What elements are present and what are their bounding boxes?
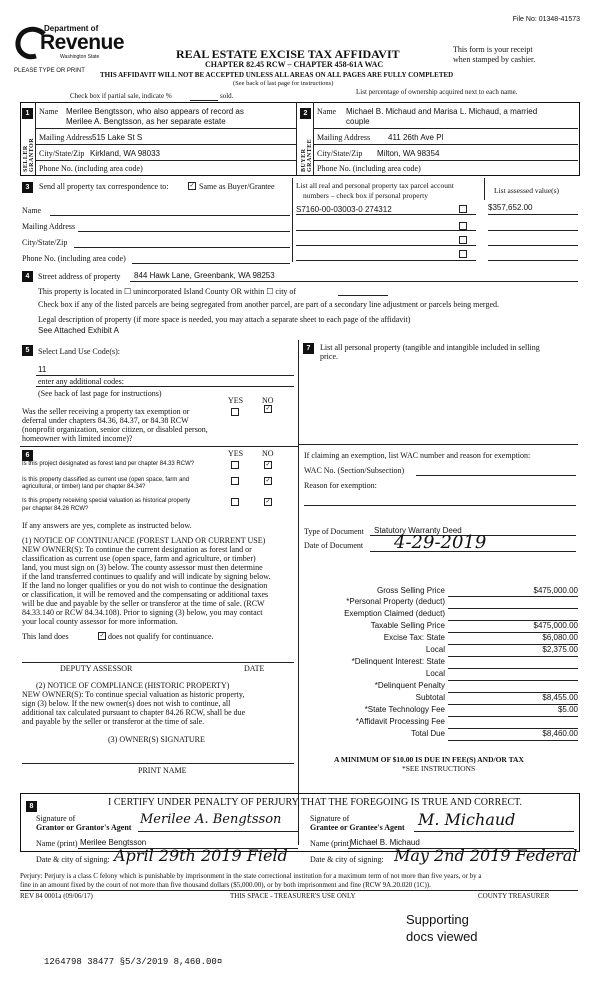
assessed-header: List assessed value(s): [494, 186, 559, 195]
calc-label: Subtotal: [415, 693, 445, 702]
seller-label-divider: [35, 102, 36, 176]
file-number: File No: 01348-41573: [512, 16, 580, 23]
sec3-name-line[interactable]: [50, 215, 290, 216]
minimum-due: A MINIMUM OF $10.00 IS DUE IN FEE(S) AND/OR TAX: [334, 755, 524, 764]
buyer-name[interactable]: Michael B. Michaud and Marisa L. Michaud, a married: [346, 107, 538, 116]
rule: [314, 160, 578, 161]
wac-label: WAC No. (Section/Subsection): [304, 466, 405, 475]
grantee-signature[interactable]: M. Michaud: [418, 810, 516, 829]
seller-side-label: SELLER GRANTOR: [23, 137, 35, 172]
rule: [414, 831, 574, 832]
rule: [36, 386, 294, 387]
rule: [448, 740, 578, 741]
legal-description[interactable]: See Attached Exhibit A: [38, 326, 119, 335]
please-type: PLEASE TYPE OR PRINT: [14, 68, 85, 74]
historic-q-1: Is this property receiving special valuation as historical property: [22, 498, 191, 504]
does-not-checkbox[interactable]: ✓: [99, 633, 105, 639]
assessed-value[interactable]: $357,652.00: [488, 203, 533, 212]
notice1-line: or classification, it will be removed and the compensating or additional taxes: [22, 590, 269, 599]
exemption-no-checkbox[interactable]: ✓: [265, 406, 271, 412]
calc-label: *State Technology Fee: [364, 705, 445, 714]
calc-label: Taxable Selling Price: [370, 621, 445, 630]
rule: [448, 704, 578, 705]
rule: [448, 692, 578, 693]
sec5-yes: YES: [228, 396, 244, 405]
notice1-line: if the land transferred continues to qualify and will indicate by signing below.: [22, 572, 271, 581]
percentage-note: List percentage of ownership acquired next to each name.: [356, 88, 518, 96]
rule: [20, 446, 298, 447]
seller-city-label: City/State/Zip: [39, 149, 85, 158]
perjury-2: fine in an amount fixed by the court of not more than five thousand dollars ($5,000.00), or by both imprisonment and fine (RCW 9A.20.020 (1C)).: [20, 881, 431, 889]
treasurer-use: THIS SPACE - TREASURER'S USE ONLY: [230, 892, 356, 900]
form-number: REV 84 0001a (09/06/17): [20, 892, 93, 900]
buyer-phone-label: Phone No. (including area code): [317, 164, 421, 173]
rule: [448, 596, 578, 597]
rule: [296, 260, 476, 261]
does-not-text: does not qualify for continuance.: [108, 632, 214, 641]
doc-date[interactable]: 4-29-2019: [394, 532, 487, 553]
grantor-name-label: Name (print): [36, 839, 78, 848]
grantor-sig-label-2: Grantor or Grantor's Agent: [36, 823, 132, 832]
land-use-label: Select Land Use Code(s):: [38, 347, 120, 356]
notice2-line: and payable by the seller or transferor at the time of sale.: [22, 717, 205, 726]
send-correspondence-label: Send all property tax correspondence to:: [39, 182, 169, 191]
notice2-line: additional tax calculated pursuant to chapter 84.26 RCW, shall be due: [22, 708, 246, 717]
rule: [314, 144, 578, 145]
doc-type[interactable]: Statutory Warranty Deed: [374, 526, 462, 535]
county-treasurer: COUNTY TREASURER: [478, 892, 550, 900]
rule: [488, 245, 578, 246]
sold-label: sold.: [220, 92, 234, 100]
notice1-line: 84.33.140 or RCW 84.34.108). Prior to signing (3) below, you may contact: [22, 608, 263, 617]
exemption-q-1: Was the seller receiving a property tax exemption or: [22, 407, 190, 416]
calc-label: Exemption Claimed (deduct): [344, 609, 445, 618]
doc-date-label: Date of Document: [304, 541, 364, 550]
sec3-phone-label: Phone No. (including area code): [22, 254, 126, 263]
partial-sale-line[interactable]: [190, 100, 218, 101]
receipt-note-2: when stamped by cashier.: [453, 55, 536, 64]
section-2-badge: 2: [300, 108, 311, 119]
rule: [298, 444, 578, 445]
additional-codes-label: enter any additional codes:: [38, 377, 124, 386]
grantor-date[interactable]: April 29th 2019 Field: [114, 846, 288, 865]
forest-yes-checkbox[interactable]: [231, 461, 239, 469]
grantor-sig-label-1: Signature of: [36, 814, 76, 823]
grantee-name-label: Name (print): [310, 839, 352, 848]
rule: [314, 128, 578, 129]
seller-phone-label: Phone No. (including area code): [39, 164, 143, 173]
rule: [488, 214, 578, 215]
personal-property-checkbox-1[interactable]: [459, 205, 467, 213]
notice2-line: (2) NOTICE OF COMPLIANCE (HISTORIC PROPERTY): [36, 681, 230, 690]
seller-city[interactable]: Kirkland, WA 98033: [90, 149, 160, 158]
current-use-q-1: Is this property classified as current use (open space, farm and: [22, 477, 190, 483]
grantee-sig-label-1: Signature of: [310, 814, 350, 823]
personal-property-label-1: List all personal property (tangible and intangible included in selling: [320, 343, 540, 352]
buyer-name-2[interactable]: couple: [346, 117, 370, 126]
exemption-q-2: deferral under chapters 84.36, 84.37, or 84.38 RCW: [22, 416, 189, 425]
assessed-divider: [484, 178, 485, 200]
notice1-line: NEW OWNER(S): To continue the current designation as forest land or: [22, 545, 252, 554]
owner-signature-line[interactable]: [22, 763, 294, 764]
form-title: REAL ESTATE EXCISE TAX AFFIDAVIT: [176, 47, 400, 61]
notice2-line: NEW OWNER(S): To continue special valuation as historic property,: [22, 690, 245, 699]
parcel-number[interactable]: S7160-00-03003-0 274312: [296, 205, 392, 214]
see-instructions: *SEE INSTRUCTIONS: [402, 764, 476, 773]
middle-divider: [298, 340, 299, 845]
doc-type-label: Type of Document: [304, 527, 364, 536]
historic-yes-checkbox[interactable]: [231, 498, 239, 506]
section-7-badge: 7: [303, 343, 314, 354]
calc-label: *Delinquent Penalty: [374, 681, 445, 690]
certify-text: I CERTIFY UNDER PENALTY OF PERJURY THAT THE FOREGOING IS TRUE AND CORRECT.: [108, 797, 522, 808]
segregated-text: Check box if any of the listed parcels are being segregated from another parcel, are part of a secondary line adjustment or parcels being merged.: [38, 300, 499, 309]
land-use-code[interactable]: 11: [38, 365, 47, 374]
calc-label: Total Due: [411, 729, 445, 738]
buyer-mailing-label: Mailing Address: [317, 133, 371, 142]
deputy-assessor-line[interactable]: [22, 662, 294, 663]
rule: [488, 230, 578, 231]
rule: [448, 716, 578, 717]
cashier-stamp: 1264798 38477 §5/3/2019 8,460.00¤: [44, 957, 223, 967]
logo-brand: Revenue: [40, 31, 125, 54]
seller-mailing[interactable]: 515 Lake St S: [92, 133, 143, 142]
sec6-no: NO: [262, 449, 274, 458]
exemption-yes-checkbox[interactable]: [231, 408, 239, 416]
buyer-name-label: Name: [317, 107, 337, 116]
seller-mailing-label: Mailing Address: [39, 133, 93, 142]
notice1-line: your local county assessor for more information.: [22, 617, 178, 626]
buyer-side-label: BUYER GRANTEE: [301, 138, 313, 172]
this-land-text: This land does: [22, 632, 69, 641]
section-3-badge: 3: [22, 182, 33, 193]
city-of-line[interactable]: [338, 295, 388, 296]
partial-sale-label: Check box if partial sale, indicate %: [70, 92, 172, 100]
street-address-label: Street address of property: [38, 272, 121, 281]
sec3-mailing-line[interactable]: [78, 231, 290, 232]
logo-state: Washington State: [60, 54, 100, 60]
supporting-note-2: docs viewed: [406, 929, 478, 944]
buyer-city[interactable]: Milton, WA 98354: [377, 149, 440, 158]
parcel-header-1: List all real and personal property tax parcel account: [296, 181, 454, 190]
notice1-line: (1) NOTICE OF CONTINUANCE (FOREST LAND OR CURRENT USE): [22, 536, 266, 545]
grantor-signature[interactable]: Merilee A. Bengtsson: [140, 812, 282, 827]
rule: [448, 656, 578, 657]
rule: [36, 160, 296, 161]
seller-name-label: Name: [39, 107, 59, 116]
same-as-buyer-label: Same as Buyer/Grantee: [199, 182, 275, 191]
rule: [296, 245, 476, 246]
grantee-sig-label-2: Grantee or Grantee's Agent: [310, 823, 405, 832]
calc-label: Gross Selling Price: [376, 586, 445, 595]
calc-value[interactable]: $5.00: [557, 705, 578, 714]
sec3-phone-line[interactable]: [132, 263, 290, 264]
calc-label: *Personal Property (deduct): [346, 597, 445, 606]
notice1-line: If the land no longer qualifies or you do not wish to continue the designation: [22, 581, 268, 590]
rule: [488, 260, 578, 261]
sec3-divider: [292, 178, 293, 262]
rule: [36, 375, 294, 376]
rule: [296, 214, 476, 215]
grantee-name[interactable]: Michael B. Michaud: [350, 838, 420, 847]
section-4-badge: 4: [22, 271, 33, 282]
exemption-q-3: (nonprofit organization, senior citizen, or disabled person,: [22, 425, 208, 434]
current-use-q-2: agricultural, or timber) land per chapter 84.34?: [22, 484, 146, 490]
seller-name-2[interactable]: Merilee A. Bengtsson, as her separate estate: [66, 117, 226, 126]
rule: [20, 890, 578, 891]
owner-signature-label: (3) OWNER(S) SIGNATURE: [108, 735, 205, 744]
seller-buyer-divider: [296, 102, 297, 176]
personal-property-label-2: price.: [320, 352, 338, 361]
form-subtitle: CHAPTER 82.45 RCW – CHAPTER 458-61A WAC: [205, 60, 384, 69]
sec3-mailing-label: Mailing Address: [22, 222, 76, 231]
rule: [296, 230, 476, 231]
legal-description-label: Legal description of property (if more space is needed, you may attach a separate sheet to each page of the affidavit): [38, 315, 411, 324]
notice2-line: sign (3) below. If the new owner(s) does not wish to continue, all: [22, 699, 231, 708]
personal-property-checkbox-2[interactable]: [459, 222, 467, 230]
calc-label: Local: [425, 669, 445, 678]
street-address[interactable]: 844 Hawk Lane, Greenbank, WA 98253: [134, 271, 275, 280]
buyer-mailing[interactable]: 411 26th Ave Pl: [388, 133, 444, 142]
personal-property-checkbox-3[interactable]: [459, 236, 467, 244]
logo-line1: Department of: [44, 24, 99, 33]
notice1-line: will be due and payable by the seller or transferor at the time of sale. (RCW: [22, 599, 265, 608]
same-as-buyer-checkbox[interactable]: ✓: [189, 183, 195, 189]
calc-label: *Delinquent Interest: State: [351, 657, 445, 666]
supporting-note-1: Supporting: [406, 912, 469, 927]
calc-value[interactable]: $8,455.00: [542, 693, 578, 702]
historic-no-checkbox[interactable]: ✓: [265, 499, 271, 505]
warning: THIS AFFIDAVIT WILL NOT BE ACCEPTED UNLESS ALL AREAS ON ALL PAGES ARE FULLY COMPLETED: [100, 71, 454, 79]
rule: [448, 644, 578, 645]
current-use-yes-checkbox[interactable]: [231, 477, 239, 485]
grantor-date-label: Date & city of signing:: [36, 855, 110, 864]
calc-label: *Affidavit Processing Fee: [355, 717, 445, 726]
forest-no-checkbox[interactable]: ✓: [265, 462, 271, 468]
rule: [370, 551, 576, 552]
sec5-no: NO: [262, 396, 274, 405]
rule: [448, 632, 578, 633]
exemption-claim-label: If claiming an exemption, list WAC number and reason for exemption:: [304, 451, 531, 460]
calc-label: Local: [425, 645, 445, 654]
historic-q-2: per chapter 84.26 RCW?: [22, 506, 89, 512]
section-8-badge: 8: [26, 801, 37, 812]
forest-land-q: Is this project designated as forest land per chapter 84.33 RCW?: [22, 461, 195, 467]
buyer-city-label: City/State/Zip: [317, 149, 363, 158]
rule: [138, 831, 298, 832]
sec3-name-label: Name: [22, 206, 42, 215]
rule: [448, 728, 578, 729]
grantor-name[interactable]: Merilee Bengtsson: [80, 838, 147, 847]
calc-value[interactable]: $2,375.00: [542, 645, 578, 654]
buyer-label-divider: [313, 102, 314, 176]
rule: [448, 680, 578, 681]
see-back: (See back of last page for instructions): [233, 80, 334, 87]
calc-value[interactable]: $6,080.00: [542, 633, 578, 642]
sec5-see-back: (See back of last page for instructions): [38, 389, 162, 398]
wac-line[interactable]: [416, 475, 576, 476]
dor-logo: [14, 24, 124, 68]
notice1-line: classification as current use (open space, farm and agriculture, or timber): [22, 554, 256, 563]
receipt-note-1: This form is your receipt: [453, 45, 533, 54]
calc-label: Excise Tax: State: [383, 633, 445, 642]
perjury-1: Perjury: Perjury is a class C felony which is punishable by imprisonment in the state correctional institution for a maximum term of not more than five years, or by a: [20, 872, 482, 880]
located-text: This property is located in ☐ unincorporated Island County OR within ☐ city of: [38, 287, 297, 296]
section-5-badge: 5: [22, 345, 33, 356]
date-label: DATE: [244, 664, 265, 673]
seller-name[interactable]: Merilee Bengtsson, who also appears of record as: [66, 107, 244, 116]
notice1-line: land, you must sign on (3) below. The county assessor must then determine: [22, 563, 263, 572]
reason-line[interactable]: [304, 505, 576, 506]
personal-property-checkbox-4[interactable]: [459, 250, 467, 258]
sec6-yes: YES: [228, 449, 244, 458]
grantee-date-label: Date & city of signing:: [310, 855, 384, 864]
exemption-q-4: homeowner with limited income)?: [22, 434, 133, 443]
rule: [36, 128, 296, 129]
grantee-date[interactable]: May 2nd 2019 Federal: [394, 846, 578, 865]
rule: [36, 144, 296, 145]
parcel-header-2: numbers – check box if personal property: [303, 191, 428, 200]
rule: [448, 620, 578, 621]
calc-value[interactable]: $475,000.00: [533, 586, 578, 595]
rule: [448, 668, 578, 669]
print-name-label: PRINT NAME: [138, 766, 187, 775]
section-6-badge: 6: [22, 450, 33, 461]
section-1-badge: 1: [22, 108, 33, 119]
reason-label: Reason for exemption:: [304, 481, 377, 490]
street-address-line: [130, 281, 578, 282]
deputy-assessor-label: DEPUTY ASSESSOR: [60, 664, 133, 673]
sec3-city-line[interactable]: [74, 247, 290, 248]
current-use-no-checkbox[interactable]: ✓: [265, 478, 271, 484]
rule: [448, 608, 578, 609]
calc-value[interactable]: $8,460.00: [542, 729, 578, 738]
sec3-city-label: City/State/Zip: [22, 238, 68, 247]
calc-value[interactable]: $475,000.00: [533, 621, 578, 630]
if-yes-text: If any answers are yes, complete as instructed below.: [22, 521, 192, 530]
